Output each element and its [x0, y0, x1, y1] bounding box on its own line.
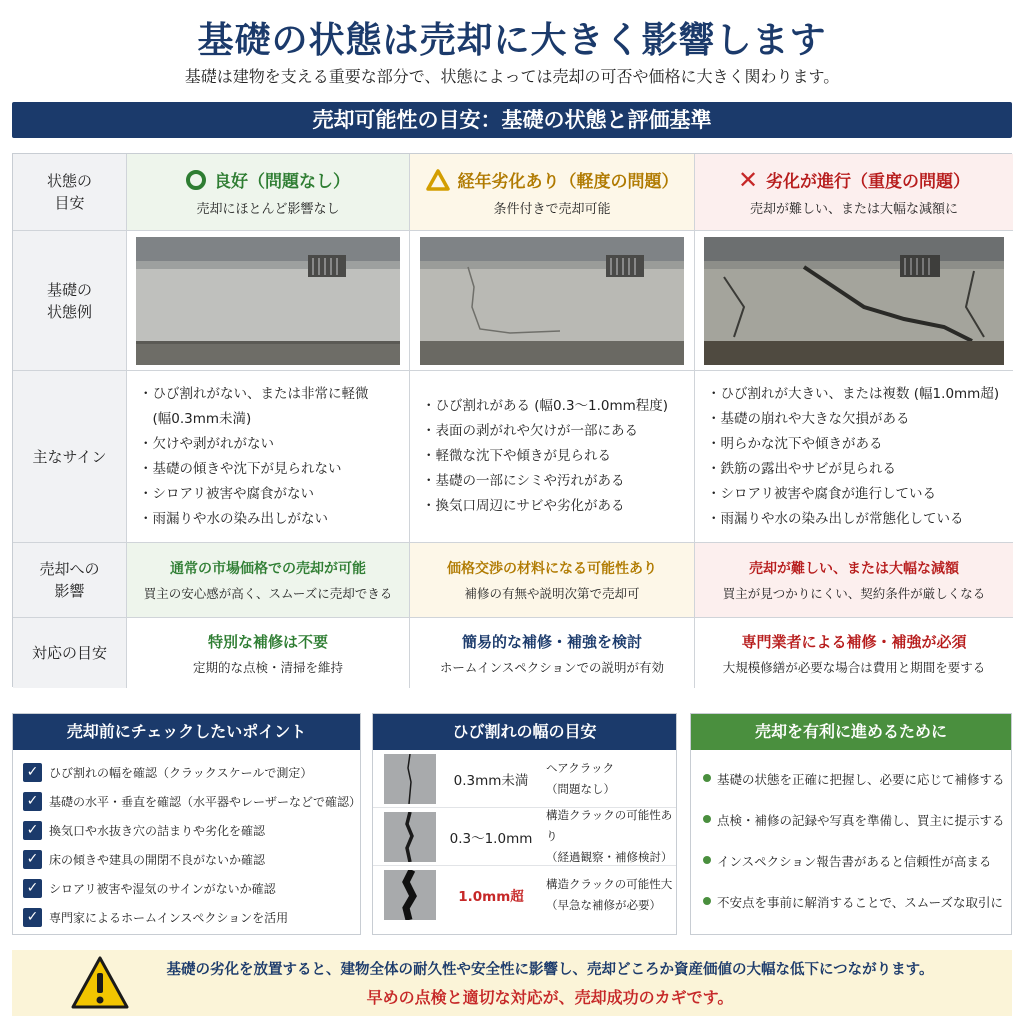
sign-item: ・基礎の傾きや沈下が見られない	[139, 460, 342, 477]
triangle-icon	[426, 169, 450, 191]
checklist-item-label: 換気口や水抜き穴の詰まりや劣化を確認	[49, 824, 266, 838]
row-head-signs-label: 主なサイン	[32, 447, 107, 466]
crack-desc-line: （問題なし）	[546, 781, 615, 796]
sign-item: ・ひび割れがない、または非常に軽微	[139, 385, 369, 402]
tips-panel	[690, 713, 1012, 935]
checklist-item	[23, 758, 360, 787]
photo-cell-good	[127, 231, 410, 371]
wide-crack-icon	[384, 870, 436, 920]
page-title: 基礎の状態は売却に大きく影響します	[197, 20, 827, 61]
impact-bad	[695, 543, 1013, 618]
crack-width-label: 0.3mm未満	[453, 772, 529, 789]
sign-item: ・基礎の崩れや大きな欠損がある	[707, 410, 910, 427]
checkbox-icon: ✓	[23, 908, 42, 927]
action-bad-main: 専門業者による補修・補強が必須	[741, 632, 967, 651]
bullet-dot-icon	[703, 815, 711, 823]
bad-heading: 劣化が進行（重度の問題）	[766, 172, 971, 192]
sign-item: ・欠けや剥がれがない	[139, 435, 274, 452]
photo-cell-mid	[410, 231, 695, 371]
row-head-status-label: 状態の 目安	[46, 172, 92, 212]
crack-desc-line: （早急な補修が必要）	[546, 898, 661, 912]
bullet-dot-icon	[703, 897, 711, 905]
tips-heading: 売却を有利に進めるために	[691, 714, 1011, 750]
tip-item-label: 不安点を事前に解消することで、スムーズな取引に	[717, 895, 1004, 910]
tip-item-label: 基礎の状態を正確に把握し、必要に応じて補修する	[717, 772, 1005, 787]
impact-good	[127, 543, 410, 618]
row-head-action	[13, 618, 127, 688]
crack-desc-line: ヘアクラック	[546, 760, 615, 775]
impact-good-main: 通常の市場価格での売却が可能	[170, 561, 366, 577]
hairline-crack-icon	[384, 754, 436, 804]
page-subtitle: 基礎は建物を支える重要な部分で、状態によっては売却の可否や価格に大きく関わります。	[184, 67, 840, 86]
tip-item-label: インスペクション報告書があると信頼性が高まる	[717, 854, 992, 869]
signs-bad	[695, 371, 1013, 543]
action-bad-sub: 大規模修繕が必要な場合は費用と期間を要する	[722, 659, 986, 675]
signs-good	[127, 371, 410, 543]
impact-mid-sub: 補修の有無や説明次第で売却可	[464, 586, 640, 601]
checklist-item-label: 床の傾きや建具の開閉不良がないか確認	[49, 853, 266, 867]
row-head-photo-label: 基礎の 状態例	[46, 280, 92, 321]
warning-line-2: 早めの点検と適切な対応が、売却成功のカギです。	[366, 988, 734, 1007]
cross-icon: ✕	[737, 165, 759, 194]
checklist-item	[23, 787, 360, 816]
tip-item	[703, 852, 1011, 893]
sign-item: ・シロアリ被害や腐食が進行している	[707, 485, 936, 502]
action-good-main: 特別な補修は不要	[207, 632, 328, 651]
crack-width-label: 0.3〜1.0mm	[449, 830, 533, 847]
medium-crack-icon	[384, 812, 436, 862]
crack-row	[373, 750, 676, 808]
action-bad	[695, 618, 1013, 688]
signs-mid	[410, 371, 695, 543]
crack-desc-line: （経過観察・補修検討）	[546, 850, 673, 864]
checklist-item-label: シロアリ被害や湿気のサインがないか確認	[49, 882, 276, 896]
action-good-sub: 定期的な点検・清掃を維持	[192, 659, 343, 675]
impact-mid	[410, 543, 695, 618]
row-head-action-label: 対応の目安	[31, 644, 107, 662]
bullet-dot-icon	[703, 856, 711, 864]
checklist-panel	[12, 713, 361, 935]
sign-item: ・明らかな沈下や傾きがある	[707, 435, 883, 452]
row-head-photo	[13, 231, 127, 371]
circle-icon	[186, 170, 206, 190]
mid-heading: 経年劣化あり（軽度の問題）	[457, 172, 679, 192]
row-head-impact-label: 売却への 影響	[39, 560, 100, 600]
good-sub: 売却にほとんど影響なし	[196, 202, 340, 217]
crack-guide-heading: ひび割れの幅の目安	[373, 714, 676, 750]
impact-bad-sub: 買主が見つかりにくい、契約条件が厳しくなる	[722, 586, 986, 601]
checklist-item	[23, 845, 360, 874]
section-banner: 売却可能性の目安：基礎の状態と評価基準	[12, 102, 1012, 138]
checkbox-icon: ✓	[23, 792, 42, 811]
foundation-photo-bad	[704, 237, 1004, 365]
warning-icon	[70, 955, 130, 1011]
checklist-heading: 売却前にチェックしたいポイント	[13, 714, 360, 750]
row-head-status	[13, 154, 127, 231]
sign-item: ・鉄筋の露出やサビが見られる	[707, 460, 896, 477]
sign-item: (幅0.3mm未満)	[139, 410, 252, 427]
foundation-photo-mid	[420, 237, 684, 365]
crack-desc-line: 構造クラックの可能性大	[546, 877, 673, 891]
mid-sub: 条件付きで売却可能	[493, 202, 611, 217]
sign-item: ・表面の剥がれや欠けが一部にある	[422, 423, 638, 439]
action-mid	[410, 618, 695, 688]
sign-item: ・シロアリ被害や腐食がない	[139, 485, 314, 502]
tip-item	[703, 893, 1011, 934]
tip-item	[703, 770, 1011, 811]
checklist-item	[23, 816, 360, 845]
sign-item: ・基礎の一部にシミや汚れがある	[422, 473, 625, 489]
sign-item: ・換気口周辺にサビや劣化がある	[422, 498, 625, 514]
crack-row	[373, 866, 676, 924]
sign-item: ・ひび割れが大きい、または複数 (幅1.0mm超)	[707, 385, 1000, 402]
impact-mid-main: 価格交渉の材料になる可能性あり	[447, 561, 657, 577]
tip-item	[703, 811, 1011, 852]
action-mid-sub: ホームインスペクションでの説明が有効	[439, 659, 665, 675]
row-head-signs	[13, 371, 127, 543]
evaluation-table	[12, 153, 1012, 687]
sign-item: ・雨漏りや水の染み出しがない	[139, 510, 328, 527]
warning-line-1: 基礎の劣化を放置すると、建物全体の耐久性や安全性に影響し、売却どころか資産価値の大幅な低下につながります。	[166, 962, 934, 978]
crack-row	[373, 808, 676, 866]
impact-good-sub: 買主の安心感が高く、スムーズに売却できる	[143, 586, 393, 601]
checkbox-icon: ✓	[23, 763, 42, 782]
action-mid-main: 簡易的な補修・補強を検討	[461, 632, 642, 651]
warning-banner	[12, 950, 1012, 1016]
checkbox-icon: ✓	[23, 821, 42, 840]
checkbox-icon: ✓	[23, 879, 42, 898]
row-head-impact	[13, 543, 127, 618]
checklist-item-label: ひび割れの幅を確認（クラックスケールで測定）	[49, 766, 313, 780]
checklist-item	[23, 874, 360, 903]
good-heading: 良好（問題なし）	[214, 172, 350, 192]
crack-width-label: 1.0mm超	[458, 889, 524, 905]
action-good	[127, 618, 410, 688]
sign-item: ・軽微な沈下や傾きが見られる	[422, 448, 611, 464]
tip-item-label: 点検・補修の記録や写真を準備し、買主に提示する	[717, 813, 1005, 828]
bullet-dot-icon	[703, 774, 711, 782]
crack-desc-line: 構造クラックの可能性あり	[546, 808, 673, 843]
col-head-bad	[695, 154, 1013, 231]
crack-guide-panel	[372, 713, 677, 935]
impact-bad-main: 売却が難しい、または大幅な減額	[749, 561, 959, 577]
checklist-item-label: 基礎の水平・垂直を確認（水平器やレーザーなどで確認）	[49, 795, 362, 809]
col-head-mid	[410, 154, 695, 231]
photo-cell-bad	[695, 231, 1013, 371]
checklist-item	[23, 903, 360, 932]
bad-sub: 売却が難しい、または大幅な減額に	[749, 202, 958, 217]
checklist-item-label: 専門家によるホームインスペクションを活用	[49, 911, 289, 925]
foundation-photo-good	[136, 237, 400, 365]
sign-item: ・雨漏りや水の染み出しが常態化している	[707, 510, 964, 527]
sign-item: ・ひび割れがある (幅0.3〜1.0mm程度)	[422, 398, 669, 414]
checkbox-icon: ✓	[23, 850, 42, 869]
col-head-good	[127, 154, 410, 231]
